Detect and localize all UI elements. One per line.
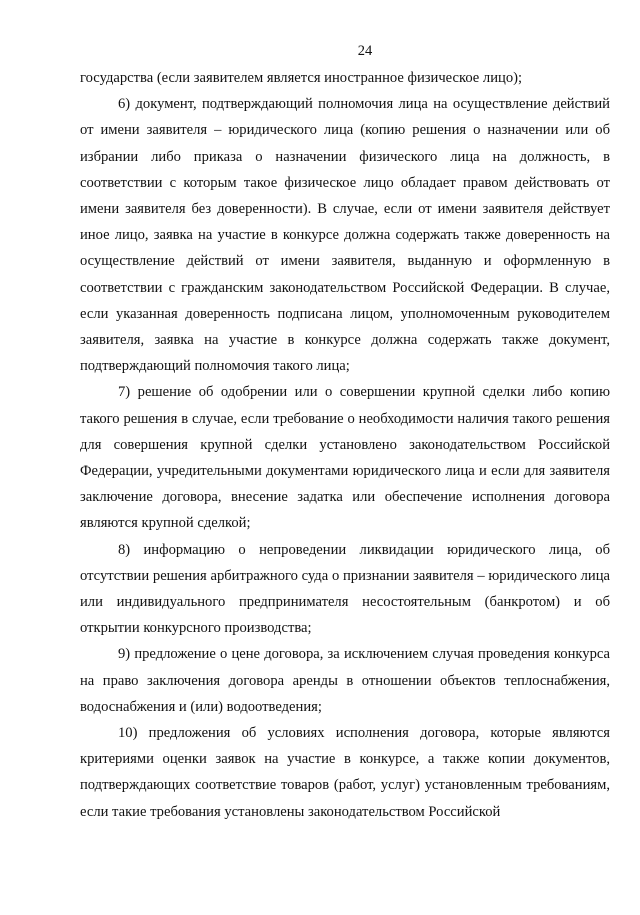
- paragraph-item-6: 6) документ, подтверждающий полномочия лица на осуществление действий от имени заявителя – юридического лица (копию решения о назначении или об избрании либо приказа о назначении физического лица на должность, в соответствии с которым такое физическое лицо обладает правом действовать от имени заявителя без доверенности). В случае, если от имени заявителя действует иное лицо, заявка на участие в конкурсе должна содержать также доверенность на осуществление действий от имени заявителя, выданную и оформленную в соответствии с гражданским законодательством Российской Федерации. В случае, если указанная доверенность подписана лицом, уполномоченным руководителем заявителя, заявка на участие в конкурсе должна содержать также документ, подтверждающий полномочия такого лица;: [80, 96, 610, 375]
- paragraph-item-9: 9) предложение о цене договора, за исключением случая проведения конкурса на право заключения договора аренды в отношении объектов теплоснабжения, водоснабжения и (или) водоотведения;: [80, 646, 610, 715]
- paragraph-continuation: государства (если заявителем является иностранное физическое лицо);: [80, 70, 523, 86]
- paragraph-item-7: 7) решение об одобрении или о совершении крупной сделки либо копию такого решения в случае, если требование о необходимости наличия такого решения для совершения крупной сделки установлено законодательством Российской Федерации, учредительными документами юридического лица и если для заявителя заключение договора, внесение задатка или обеспечение исполнения договора являются крупной сделкой;: [80, 384, 610, 532]
- paragraph-item-8: 8) информацию о непроведении ликвидации юридического лица, об отсутствии решения арбитражного суда о признании заявителя – юридического лица или индивидуального предпринимателя несостоятельным (банкротом) и об открытии конкурсного производства;: [80, 541, 610, 637]
- paragraph-item-10: 10) предложения об условиях исполнения договора, которые являются критериями оценки заявок на участие в конкурсе, а также копии документов, подтверждающих соответствие товаров (работ, услуг) установленным требованиям, если такие требования установлены законодательством Российской: [80, 725, 610, 820]
- page-number: 24: [357, 43, 373, 59]
